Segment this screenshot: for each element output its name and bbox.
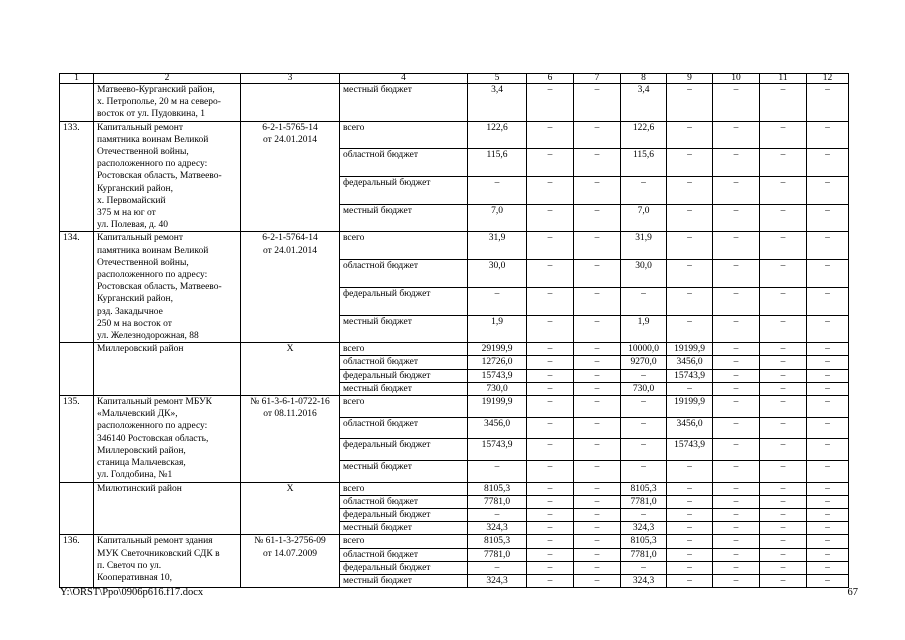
value-cell: 8105,3 [621,535,667,548]
value-cell: – [760,382,807,395]
value-cell: – [621,287,667,315]
value-cell: – [760,177,807,205]
value-cell: – [807,439,849,461]
value-cell: – [713,548,760,561]
value-cell: – [574,522,621,535]
value-cell: 122,6 [468,121,527,149]
value-cell: – [667,495,713,508]
document-cell: № 61-3-6-1-0722-16 от 08.11.2016 [241,396,340,482]
value-cell: 324,3 [468,574,527,587]
column-header: 8 [621,74,667,84]
value-cell: – [807,204,849,232]
value-cell: 15743,9 [468,439,527,461]
budget-source-cell: всего [340,482,468,495]
value-cell: – [621,508,667,521]
value-cell: 19199,9 [667,343,713,356]
value-cell: 115,6 [621,149,667,177]
value-cell: – [574,535,621,548]
value-cell: – [760,396,807,418]
value-cell: – [760,260,807,288]
value-cell: 8105,3 [621,482,667,495]
budget-source-cell: всего [340,343,468,356]
value-cell: 324,3 [621,522,667,535]
object-name-cell: Миллеровский район [94,343,241,396]
value-cell: 324,3 [468,522,527,535]
table-row [60,343,849,356]
value-cell: – [760,204,807,232]
value-cell: – [667,177,713,205]
document-cell [241,84,340,122]
value-cell: – [807,495,849,508]
column-header: 10 [713,74,760,84]
value-cell: – [527,343,574,356]
value-cell: – [713,149,760,177]
value-cell: 730,0 [468,382,527,395]
object-name-cell: Милютинский район [94,482,241,535]
value-cell: – [760,495,807,508]
value-cell: – [621,369,667,382]
value-cell: – [713,84,760,122]
value-cell: – [527,482,574,495]
value-cell: – [760,574,807,587]
value-cell: – [527,508,574,521]
value-cell: – [527,369,574,382]
value-cell: – [713,508,760,521]
value-cell: – [621,460,667,482]
value-cell: – [807,343,849,356]
value-cell: – [527,287,574,315]
value-cell: – [574,84,621,122]
value-cell: – [527,204,574,232]
value-cell: – [807,535,849,548]
value-cell: 7781,0 [468,495,527,508]
column-header: 9 [667,74,713,84]
value-cell: 730,0 [621,382,667,395]
value-cell: – [807,574,849,587]
value-cell: – [807,508,849,521]
value-cell: – [527,382,574,395]
value-cell: – [713,574,760,587]
value-cell: 8105,3 [468,535,527,548]
table-body [60,74,849,588]
value-cell: 31,9 [621,232,667,260]
value-cell: – [713,260,760,288]
value-cell: – [807,460,849,482]
value-cell: – [527,356,574,369]
table-row [60,232,849,260]
row-number-cell [60,343,94,396]
column-header: 2 [94,74,241,84]
column-header: 4 [340,74,468,84]
value-cell: – [468,561,527,574]
value-cell: – [760,522,807,535]
value-cell: – [713,232,760,260]
value-cell: – [807,482,849,495]
value-cell: – [667,522,713,535]
value-cell: – [667,535,713,548]
value-cell: – [667,121,713,149]
document-cell: 6-2-1-5765-14 от 24.01.2014 [241,121,340,232]
value-cell: – [667,460,713,482]
value-cell: – [574,439,621,461]
table-row [60,482,849,495]
budget-source-cell: местный бюджет [340,315,468,343]
budget-source-cell: областной бюджет [340,417,468,439]
value-cell: – [527,177,574,205]
column-header: 6 [527,74,574,84]
value-cell: – [807,356,849,369]
value-cell: – [807,315,849,343]
value-cell: – [713,561,760,574]
value-cell: – [760,417,807,439]
value-cell: 115,6 [468,149,527,177]
value-cell: – [574,482,621,495]
value-cell: – [468,287,527,315]
value-cell: – [713,315,760,343]
value-cell: – [807,561,849,574]
budget-source-cell: областной бюджет [340,548,468,561]
value-cell: – [527,260,574,288]
column-number-row [60,74,849,84]
value-cell: 7781,0 [621,495,667,508]
budget-source-cell: всего [340,535,468,548]
budget-source-cell: местный бюджет [340,522,468,535]
value-cell: – [760,121,807,149]
value-cell: – [667,149,713,177]
budget-source-cell: всего [340,232,468,260]
value-cell: – [713,356,760,369]
value-cell: – [667,315,713,343]
value-cell: – [527,121,574,149]
value-cell: – [574,315,621,343]
table-row [60,84,849,122]
value-cell: – [468,460,527,482]
value-cell: – [527,548,574,561]
value-cell: – [621,177,667,205]
value-cell: – [527,84,574,122]
object-name-cell: Матвеево-Курганский район, х. Петрополье, 20 м на северо-восток от ул. Пудовкина, 1 [94,84,241,122]
column-header: 12 [807,74,849,84]
value-cell: – [713,204,760,232]
value-cell: – [760,84,807,122]
budget-source-cell: федеральный бюджет [340,177,468,205]
value-cell: – [713,495,760,508]
value-cell: 10000,0 [621,343,667,356]
value-cell: 15743,9 [667,369,713,382]
budget-source-cell: федеральный бюджет [340,439,468,461]
value-cell: – [667,548,713,561]
budget-table [59,73,849,588]
value-cell: – [574,369,621,382]
value-cell: – [527,315,574,343]
value-cell: – [574,396,621,418]
value-cell: 30,0 [468,260,527,288]
value-cell: – [621,396,667,418]
value-cell: – [760,287,807,315]
value-cell: – [760,460,807,482]
value-cell: 7,0 [468,204,527,232]
value-cell: – [527,149,574,177]
value-cell: – [807,287,849,315]
value-cell: – [760,232,807,260]
value-cell: – [621,561,667,574]
value-cell: – [574,495,621,508]
value-cell: 1,9 [468,315,527,343]
column-header: 11 [760,74,807,84]
budget-source-cell: всего [340,121,468,149]
value-cell: – [760,315,807,343]
row-number-cell: 133. [60,121,94,232]
value-cell: – [527,495,574,508]
value-cell: – [807,548,849,561]
value-cell: – [621,417,667,439]
value-cell: – [713,177,760,205]
document-cell: 6-2-1-5764-14 от 24.01.2014 [241,232,340,343]
value-cell: – [574,356,621,369]
budget-source-cell: областной бюджет [340,495,468,508]
value-cell: 8105,3 [468,482,527,495]
value-cell: – [667,382,713,395]
value-cell: 3456,0 [667,356,713,369]
document-cell: № 61-1-3-2756-09 от 14.07.2009 [241,535,340,588]
value-cell: – [713,343,760,356]
value-cell: – [807,84,849,122]
value-cell: – [527,232,574,260]
value-cell: – [713,460,760,482]
value-cell: – [574,548,621,561]
value-cell: – [713,382,760,395]
value-cell: – [713,522,760,535]
budget-source-cell: местный бюджет [340,84,468,122]
value-cell: 15743,9 [667,439,713,461]
value-cell: 3456,0 [468,417,527,439]
value-cell: 15743,9 [468,369,527,382]
value-cell: – [760,548,807,561]
value-cell: – [574,149,621,177]
value-cell: – [713,535,760,548]
value-cell: 7781,0 [621,548,667,561]
file-path: Y:\ORST\Ppo\0906p616.f17.docx [60,587,204,598]
value-cell: – [574,382,621,395]
object-name-cell: Капитальный ремонт памятника воинам Великой Отечественной войны, расположенного по адресу: Ростовская область, Матвеево-Курганский район, х. Первомайский 375 м на юг от ул. Полевая, д. 40 [94,121,241,232]
value-cell: – [713,121,760,149]
value-cell: – [527,417,574,439]
value-cell: – [574,508,621,521]
value-cell: – [760,439,807,461]
value-cell: – [807,382,849,395]
value-cell: – [667,508,713,521]
value-cell: 7,0 [621,204,667,232]
budget-source-cell: всего [340,396,468,418]
value-cell: – [527,561,574,574]
value-cell: – [667,287,713,315]
value-cell: 1,9 [621,315,667,343]
value-cell: – [807,177,849,205]
value-cell: – [760,535,807,548]
value-cell: – [574,260,621,288]
value-cell: – [527,396,574,418]
value-cell: – [807,232,849,260]
value-cell: 3456,0 [667,417,713,439]
value-cell: – [760,149,807,177]
object-name-cell: Капитальный ремонт памятника воинам Великой Отечественной войны, расположенного по адресу: Ростовская область, Матвеево-Курганский район, рзд. Закадычное 250 м на восток от ул. Железнодорожная, 88 [94,232,241,343]
table-row [60,535,849,548]
value-cell: – [527,439,574,461]
row-number-cell [60,482,94,535]
value-cell: 31,9 [468,232,527,260]
budget-source-cell: федеральный бюджет [340,287,468,315]
value-cell: – [527,535,574,548]
value-cell: – [574,121,621,149]
value-cell: 3,4 [468,84,527,122]
value-cell: 19199,9 [468,396,527,418]
table-row [60,121,849,149]
value-cell: – [574,417,621,439]
value-cell: – [713,287,760,315]
budget-source-cell: местный бюджет [340,574,468,587]
value-cell: – [807,121,849,149]
value-cell: – [527,460,574,482]
value-cell: – [527,522,574,535]
value-cell: – [807,396,849,418]
budget-source-cell: федеральный бюджет [340,369,468,382]
column-header: 7 [574,74,621,84]
budget-source-cell: местный бюджет [340,382,468,395]
value-cell: – [713,439,760,461]
budget-source-cell: местный бюджет [340,460,468,482]
page-number: 67 [847,587,858,598]
column-header: 1 [60,74,94,84]
value-cell: – [807,260,849,288]
value-cell: – [760,369,807,382]
budget-source-cell: местный бюджет [340,204,468,232]
value-cell: – [760,561,807,574]
value-cell: – [667,574,713,587]
value-cell: 19199,9 [667,396,713,418]
budget-source-cell: федеральный бюджет [340,561,468,574]
value-cell: – [574,287,621,315]
value-cell: – [760,356,807,369]
document-cell: Х [241,343,340,396]
value-cell: – [468,177,527,205]
row-number-cell [60,84,94,122]
value-cell: – [574,561,621,574]
value-cell: – [713,417,760,439]
value-cell: 12726,0 [468,356,527,369]
value-cell: 9270,0 [621,356,667,369]
object-name-cell: Капитальный ремонт МБУК «Мальчевский ДК», расположенного по адресу: 346140 Ростовская область, Миллеровский район, станица Мальчевская, ул. Голдобина, №1 [94,396,241,482]
value-cell: 3,4 [621,84,667,122]
object-name-cell: Капитальный ремонт здания МУК Светочниковский СДК в п. Светоч по ул. Кооперативная 10, [94,535,241,588]
budget-source-cell: областной бюджет [340,149,468,177]
value-cell: – [807,522,849,535]
value-cell: – [574,343,621,356]
value-cell: – [667,232,713,260]
value-cell: 324,3 [621,574,667,587]
row-number-cell: 136. [60,535,94,588]
value-cell: 30,0 [621,260,667,288]
value-cell: – [667,84,713,122]
value-cell: – [713,369,760,382]
column-header: 5 [468,74,527,84]
value-cell: – [667,260,713,288]
table-row [60,396,849,418]
value-cell: – [807,149,849,177]
value-cell: – [667,561,713,574]
value-cell: – [621,439,667,461]
value-cell: – [574,177,621,205]
budget-source-cell: федеральный бюджет [340,508,468,521]
value-cell: – [760,343,807,356]
value-cell: – [713,396,760,418]
value-cell: – [807,417,849,439]
value-cell: – [574,232,621,260]
value-cell: – [807,369,849,382]
value-cell: – [760,482,807,495]
budget-source-cell: областной бюджет [340,356,468,369]
value-cell: – [468,508,527,521]
row-number-cell: 135. [60,396,94,482]
value-cell: – [667,482,713,495]
column-header: 3 [241,74,340,84]
value-cell: – [527,574,574,587]
value-cell: – [574,460,621,482]
value-cell: – [574,574,621,587]
value-cell: 122,6 [621,121,667,149]
value-cell: 29199,9 [468,343,527,356]
value-cell: – [713,482,760,495]
value-cell: 7781,0 [468,548,527,561]
document-cell: Х [241,482,340,535]
budget-source-cell: областной бюджет [340,260,468,288]
row-number-cell: 134. [60,232,94,343]
value-cell: – [667,204,713,232]
value-cell: – [760,508,807,521]
value-cell: – [574,204,621,232]
